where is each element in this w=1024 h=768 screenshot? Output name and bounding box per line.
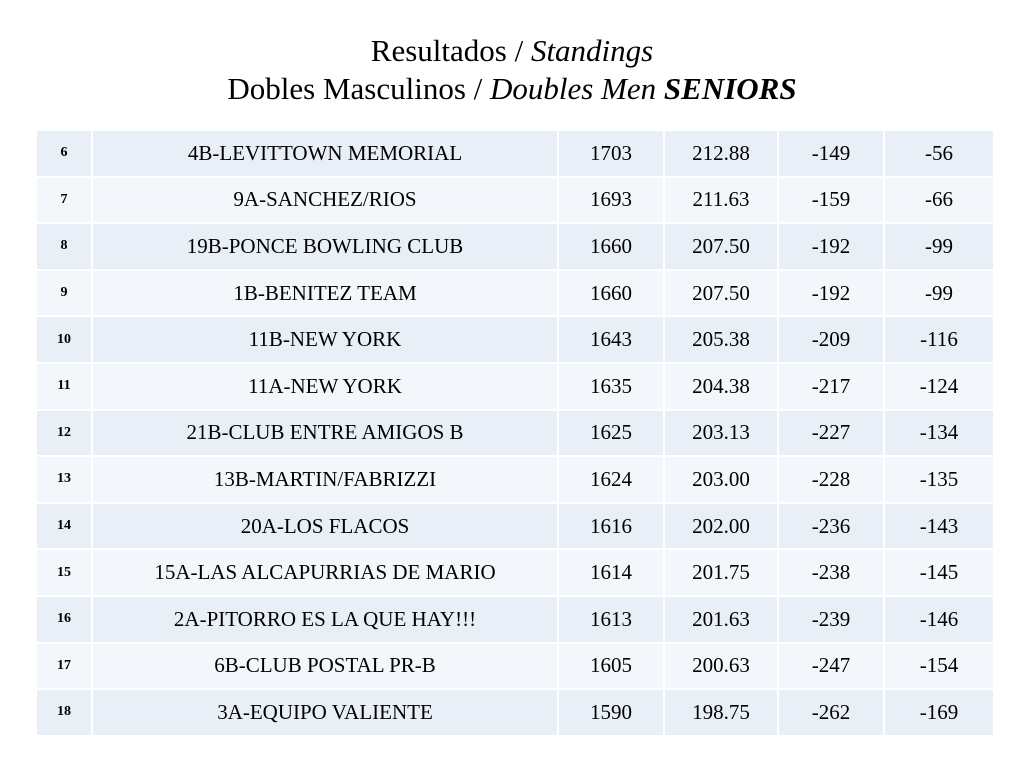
diff-leader-cell: -262: [779, 690, 883, 735]
diff-leader-cell: -149: [779, 131, 883, 176]
team-cell: 20A-LOS FLACOS: [93, 504, 557, 549]
rank-cell: 18: [37, 690, 91, 735]
total-cell: 1693: [559, 178, 663, 223]
team-cell: 13B-MARTIN/FABRIZZI: [93, 457, 557, 502]
table-row: [37, 224, 993, 269]
total-cell: 1614: [559, 550, 663, 595]
diff-cut-cell: -56: [885, 131, 993, 176]
total-cell: 1643: [559, 317, 663, 362]
average-cell: 207.50: [665, 271, 777, 316]
table-row: [37, 597, 993, 642]
team-cell: 2A-PITORRO ES LA QUE HAY!!!: [93, 597, 557, 642]
table-row: [37, 364, 993, 409]
rank-cell: 13: [37, 457, 91, 502]
diff-leader-cell: -228: [779, 457, 883, 502]
diff-cut-cell: -116: [885, 317, 993, 362]
rank-cell: 8: [37, 224, 91, 269]
table-row: [37, 504, 993, 549]
average-cell: 205.38: [665, 317, 777, 362]
total-cell: 1624: [559, 457, 663, 502]
average-cell: 207.50: [665, 224, 777, 269]
diff-cut-cell: -154: [885, 644, 993, 689]
title-category: SENIORS: [663, 71, 797, 106]
title-event-en: Doubles Men: [490, 71, 657, 106]
diff-cut-cell: -145: [885, 550, 993, 595]
diff-leader-cell: -227: [779, 411, 883, 456]
total-cell: 1613: [559, 597, 663, 642]
table-row: [37, 550, 993, 595]
rank-cell: 6: [37, 131, 91, 176]
average-cell: 201.75: [665, 550, 777, 595]
total-cell: 1590: [559, 690, 663, 735]
team-cell: 3A-EQUIPO VALIENTE: [93, 690, 557, 735]
table-row: [37, 178, 993, 223]
table-row: [37, 644, 993, 689]
average-cell: 200.63: [665, 644, 777, 689]
diff-leader-cell: -239: [779, 597, 883, 642]
total-cell: 1660: [559, 271, 663, 316]
total-cell: 1625: [559, 411, 663, 456]
diff-cut-cell: -135: [885, 457, 993, 502]
diff-leader-cell: -238: [779, 550, 883, 595]
diff-cut-cell: -99: [885, 271, 993, 316]
table-row: [37, 457, 993, 502]
total-cell: 1616: [559, 504, 663, 549]
table-row: [37, 271, 993, 316]
rank-cell: 10: [37, 317, 91, 362]
rank-cell: 15: [37, 550, 91, 595]
title-event-es: Dobles Masculinos /: [227, 71, 483, 106]
diff-cut-cell: -124: [885, 364, 993, 409]
diff-cut-cell: -99: [885, 224, 993, 269]
page-title: [0, 32, 1024, 108]
team-cell: 9A-SANCHEZ/RIOS: [93, 178, 557, 223]
team-cell: 15A-LAS ALCAPURRIAS DE MARIO: [93, 550, 557, 595]
team-cell: 4B-LEVITTOWN MEMORIAL: [93, 131, 557, 176]
rank-cell: 7: [37, 178, 91, 223]
table-row: [37, 131, 993, 176]
diff-leader-cell: -217: [779, 364, 883, 409]
diff-leader-cell: -209: [779, 317, 883, 362]
team-cell: 21B-CLUB ENTRE AMIGOS B: [93, 411, 557, 456]
rank-cell: 12: [37, 411, 91, 456]
average-cell: 201.63: [665, 597, 777, 642]
average-cell: 204.38: [665, 364, 777, 409]
diff-cut-cell: -143: [885, 504, 993, 549]
team-cell: 1B-BENITEZ TEAM: [93, 271, 557, 316]
standings-table-body: [37, 131, 993, 735]
diff-leader-cell: -192: [779, 224, 883, 269]
diff-leader-cell: -159: [779, 178, 883, 223]
average-cell: 211.63: [665, 178, 777, 223]
average-cell: 198.75: [665, 690, 777, 735]
diff-cut-cell: -169: [885, 690, 993, 735]
average-cell: 212.88: [665, 131, 777, 176]
rank-cell: 9: [37, 271, 91, 316]
team-cell: 6B-CLUB POSTAL PR-B: [93, 644, 557, 689]
title-line-1: [0, 32, 1024, 70]
diff-cut-cell: -134: [885, 411, 993, 456]
team-cell: 11B-NEW YORK: [93, 317, 557, 362]
table-row: [37, 317, 993, 362]
title-results-es: Resultados /: [370, 33, 524, 68]
rank-cell: 16: [37, 597, 91, 642]
rank-cell: 14: [37, 504, 91, 549]
diff-cut-cell: -66: [885, 178, 993, 223]
standings-table: [35, 129, 995, 737]
team-cell: 11A-NEW YORK: [93, 364, 557, 409]
average-cell: 203.00: [665, 457, 777, 502]
standings-table-container: [35, 129, 989, 737]
diff-cut-cell: -146: [885, 597, 993, 642]
table-row: [37, 411, 993, 456]
rank-cell: 17: [37, 644, 91, 689]
total-cell: 1605: [559, 644, 663, 689]
title-results-en: Standings: [530, 33, 654, 68]
table-row: [37, 690, 993, 735]
diff-leader-cell: -192: [779, 271, 883, 316]
total-cell: 1703: [559, 131, 663, 176]
team-cell: 19B-PONCE BOWLING CLUB: [93, 224, 557, 269]
total-cell: 1660: [559, 224, 663, 269]
diff-leader-cell: -247: [779, 644, 883, 689]
diff-leader-cell: -236: [779, 504, 883, 549]
average-cell: 202.00: [665, 504, 777, 549]
average-cell: 203.13: [665, 411, 777, 456]
total-cell: 1635: [559, 364, 663, 409]
rank-cell: 11: [37, 364, 91, 409]
title-line-2: [0, 70, 1024, 108]
